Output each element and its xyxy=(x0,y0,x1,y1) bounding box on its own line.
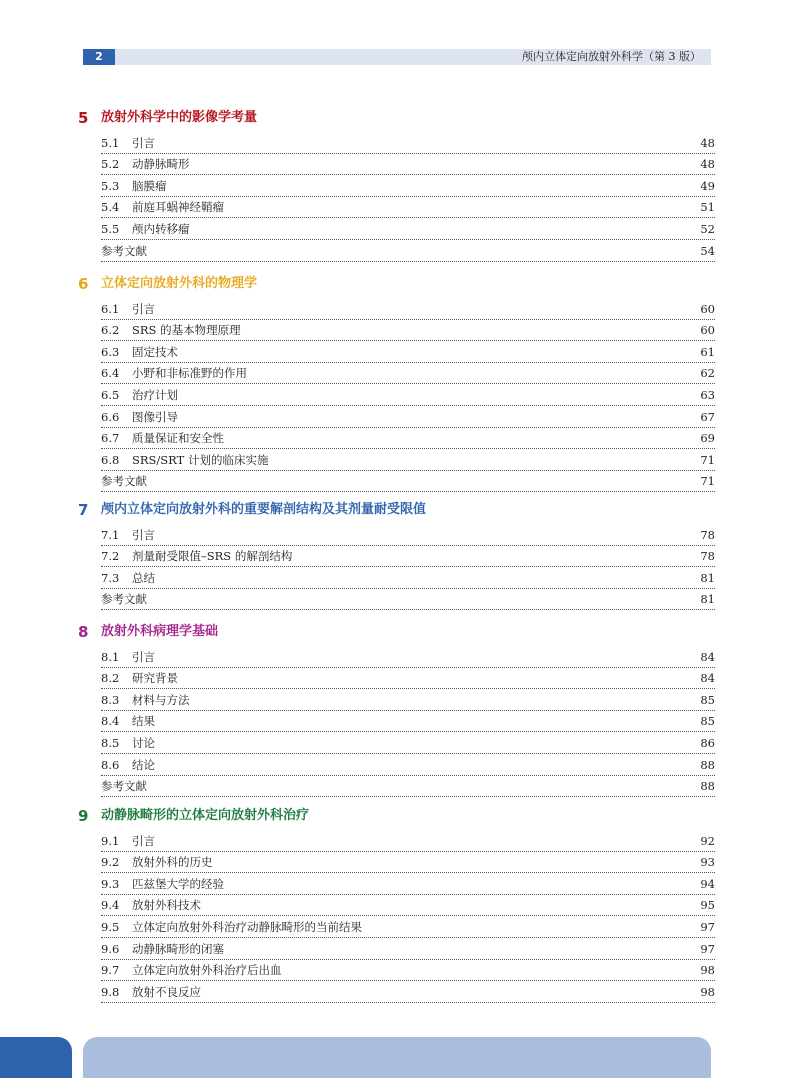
entry-number: 5.4 xyxy=(101,197,131,217)
entry-title: 放射不良反应 xyxy=(132,982,204,1002)
entry-title: 讨论 xyxy=(132,733,158,753)
toc-entry[interactable] xyxy=(101,132,715,154)
toc-entry[interactable] xyxy=(101,646,715,668)
entry-title: SRS/SRT 计划的临床实施 xyxy=(132,450,271,470)
entry-page-number: 61 xyxy=(697,342,715,362)
entry-title: 参考文献 xyxy=(101,776,150,796)
entry-title: 引言 xyxy=(132,647,158,667)
entry-page-number: 81 xyxy=(697,568,715,588)
entry-page-number: 93 xyxy=(697,852,715,872)
entry-number: 8.5 xyxy=(101,733,131,753)
entry-page-number: 48 xyxy=(697,154,715,174)
chapter-title: 动静脉畸形的立体定向放射外科治疗 xyxy=(101,808,310,823)
entry-number: 9.1 xyxy=(101,831,131,851)
entry-list xyxy=(101,132,715,262)
toc-entry[interactable] xyxy=(101,341,715,363)
toc-entry[interactable] xyxy=(101,895,715,917)
chapter-title: 颅内立体定向放射外科的重要解剖结构及其剂量耐受限值 xyxy=(101,502,427,517)
entry-page-number: 94 xyxy=(697,874,715,894)
toc-entry[interactable] xyxy=(101,384,715,406)
toc-entry[interactable] xyxy=(101,449,715,471)
chapter-number: 8 xyxy=(78,623,89,641)
entry-number: 6.6 xyxy=(101,407,131,427)
toc-entry[interactable] xyxy=(101,732,715,754)
entry-page-number: 62 xyxy=(697,363,715,383)
entry-page-number: 78 xyxy=(697,525,715,545)
chapter-title: 放射外科病理学基础 xyxy=(101,624,219,639)
entry-number: 9.6 xyxy=(101,939,131,959)
entry-title: 结果 xyxy=(132,711,158,731)
entry-page-number: 63 xyxy=(697,385,715,405)
toc-entry[interactable] xyxy=(101,363,715,385)
toc-entry[interactable] xyxy=(101,668,715,690)
entry-title: 治疗计划 xyxy=(132,385,181,405)
entry-page-number: 48 xyxy=(697,133,715,153)
entry-title: 动静脉畸形 xyxy=(132,154,193,174)
toc-entry[interactable] xyxy=(101,689,715,711)
chapter-heading[interactable] xyxy=(0,806,794,826)
book-title: 颅内立体定向放射外科学（第 3 版） xyxy=(522,50,701,63)
toc-entry[interactable] xyxy=(101,711,715,733)
entry-title: 脑膜瘤 xyxy=(132,176,170,196)
entry-title: 放射外科的历史 xyxy=(132,852,216,872)
entry-page-number: 97 xyxy=(697,939,715,959)
chapter-heading[interactable] xyxy=(0,622,794,642)
entry-title: 参考文献 xyxy=(101,241,150,261)
entry-list xyxy=(101,646,715,797)
entry-number: 8.2 xyxy=(101,668,131,688)
toc-entry[interactable] xyxy=(101,546,715,568)
running-header xyxy=(83,49,711,65)
toc-entry[interactable] xyxy=(101,175,715,197)
entry-title: 匹兹堡大学的经验 xyxy=(132,874,227,894)
toc-entry[interactable] xyxy=(101,197,715,219)
entry-page-number: 92 xyxy=(697,831,715,851)
entry-number: 7.3 xyxy=(101,568,131,588)
entry-page-number: 51 xyxy=(697,197,715,217)
entry-title: 材料与方法 xyxy=(132,690,193,710)
chapter-title: 放射外科学中的影像学考量 xyxy=(101,110,258,125)
entry-title: 小野和非标准野的作用 xyxy=(132,363,250,383)
entry-page-number: 84 xyxy=(697,647,715,667)
entry-page-number: 86 xyxy=(697,733,715,753)
entry-title: 总结 xyxy=(132,568,158,588)
toc-entry[interactable] xyxy=(101,298,715,320)
entry-number: 6.2 xyxy=(101,320,131,340)
chapter-number: 5 xyxy=(78,109,89,127)
footer-band xyxy=(83,1037,711,1078)
entry-page-number: 98 xyxy=(697,982,715,1002)
entry-page-number: 81 xyxy=(697,589,715,609)
page-number: 2 xyxy=(83,49,115,65)
entry-number: 6.3 xyxy=(101,342,131,362)
entry-list xyxy=(101,298,715,492)
toc-entry[interactable] xyxy=(101,938,715,960)
chapter-number: 7 xyxy=(78,501,89,519)
entry-title: 放射外科技术 xyxy=(132,895,204,915)
entry-number: 8.4 xyxy=(101,711,131,731)
entry-number: 7.2 xyxy=(101,546,131,566)
entry-title: 引言 xyxy=(132,831,158,851)
entry-title: 动静脉畸形的闭塞 xyxy=(132,939,227,959)
entry-number: 9.5 xyxy=(101,917,131,937)
entry-number: 6.1 xyxy=(101,299,131,319)
entry-page-number: 71 xyxy=(697,450,715,470)
entry-title: 图像引导 xyxy=(132,407,181,427)
entry-number: 6.8 xyxy=(101,450,131,470)
entry-number: 8.1 xyxy=(101,647,131,667)
entry-title: 固定技术 xyxy=(132,342,181,362)
toc-entry-references[interactable] xyxy=(101,776,715,798)
entry-page-number: 95 xyxy=(697,895,715,915)
entry-number: 5.2 xyxy=(101,154,131,174)
toc-entry[interactable] xyxy=(101,830,715,852)
entry-number: 5.5 xyxy=(101,219,131,239)
entry-page-number: 52 xyxy=(697,219,715,239)
entry-page-number: 60 xyxy=(697,299,715,319)
entry-page-number: 71 xyxy=(697,471,715,491)
toc-entry-references[interactable] xyxy=(101,589,715,611)
entry-number: 8.3 xyxy=(101,690,131,710)
entry-number: 6.4 xyxy=(101,363,131,383)
entry-title: 前庭耳蜗神经鞘瘤 xyxy=(132,197,227,217)
chapter-heading[interactable] xyxy=(0,274,794,294)
toc-entry[interactable] xyxy=(101,218,715,240)
footer-tab-left xyxy=(0,1037,72,1078)
entry-page-number: 88 xyxy=(697,776,715,796)
toc-entry-references[interactable] xyxy=(101,471,715,493)
entry-page-number: 49 xyxy=(697,176,715,196)
entry-title: 参考文献 xyxy=(101,589,150,609)
entry-number: 8.6 xyxy=(101,755,131,775)
entry-page-number: 85 xyxy=(697,711,715,731)
toc-entry[interactable] xyxy=(101,406,715,428)
chapter-title: 立体定向放射外科的物理学 xyxy=(101,276,258,291)
toc-entry[interactable] xyxy=(101,567,715,589)
entry-page-number: 78 xyxy=(697,546,715,566)
toc-entry[interactable] xyxy=(101,852,715,874)
entry-title: 研究背景 xyxy=(132,668,181,688)
entry-title: 引言 xyxy=(132,299,158,319)
entry-page-number: 69 xyxy=(697,428,715,448)
entry-title: 立体定向放射外科治疗动静脉畸形的当前结果 xyxy=(132,917,365,937)
entry-page-number: 85 xyxy=(697,690,715,710)
entry-title: 质量保证和安全性 xyxy=(132,428,227,448)
entry-number: 9.2 xyxy=(101,852,131,872)
toc-entry[interactable] xyxy=(101,754,715,776)
entry-list xyxy=(101,830,715,1003)
entry-page-number: 98 xyxy=(697,960,715,980)
entry-title: 结论 xyxy=(132,755,158,775)
entry-title: 引言 xyxy=(132,525,158,545)
toc-entry[interactable] xyxy=(101,428,715,450)
entry-page-number: 84 xyxy=(697,668,715,688)
toc-entry[interactable] xyxy=(101,916,715,938)
entry-number: 9.4 xyxy=(101,895,131,915)
entry-page-number: 60 xyxy=(697,320,715,340)
toc-entry[interactable] xyxy=(101,960,715,982)
chapter-heading[interactable] xyxy=(0,500,794,520)
entry-list xyxy=(101,524,715,610)
entry-number: 5.1 xyxy=(101,133,131,153)
entry-title: 参考文献 xyxy=(101,471,150,491)
entry-title: 立体定向放射外科治疗后出血 xyxy=(132,960,285,980)
entry-number: 6.5 xyxy=(101,385,131,405)
entry-title: 剂量耐受限值–SRS 的解剖结构 xyxy=(132,546,295,566)
entry-title: 颅内转移瘤 xyxy=(132,219,193,239)
entry-number: 6.7 xyxy=(101,428,131,448)
entry-page-number: 97 xyxy=(697,917,715,937)
entry-number: 5.3 xyxy=(101,176,131,196)
entry-number: 9.3 xyxy=(101,874,131,894)
toc-entry[interactable] xyxy=(101,981,715,1003)
toc-entry[interactable] xyxy=(101,320,715,342)
entry-number: 9.7 xyxy=(101,960,131,980)
chapter-heading[interactable] xyxy=(0,108,794,128)
entry-page-number: 67 xyxy=(697,407,715,427)
entry-page-number: 54 xyxy=(697,241,715,261)
chapter-number: 6 xyxy=(78,275,89,293)
entry-title: 引言 xyxy=(132,133,158,153)
chapter-number: 9 xyxy=(78,807,89,825)
toc-entry-references[interactable] xyxy=(101,240,715,262)
toc-entry[interactable] xyxy=(101,154,715,176)
toc-entry[interactable] xyxy=(101,873,715,895)
entry-number: 9.8 xyxy=(101,982,131,1002)
entry-title: SRS 的基本物理原理 xyxy=(132,320,244,340)
entry-number: 7.1 xyxy=(101,525,131,545)
entry-page-number: 88 xyxy=(697,755,715,775)
toc-entry[interactable] xyxy=(101,524,715,546)
